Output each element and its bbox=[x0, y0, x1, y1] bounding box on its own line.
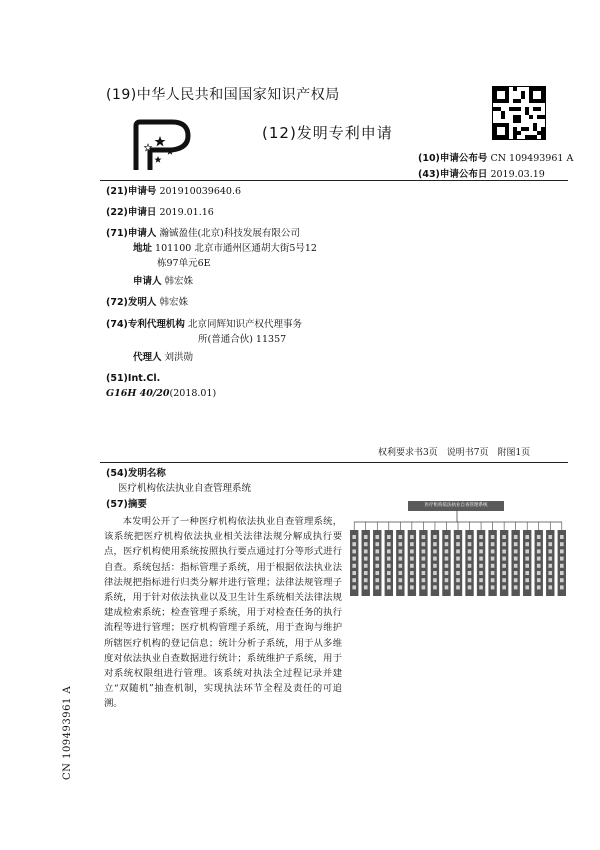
diagram-box-glyph bbox=[387, 549, 391, 553]
diagram-box-glyph bbox=[375, 585, 379, 589]
diagram-box-glyph bbox=[514, 571, 518, 575]
application-date bbox=[106, 205, 214, 220]
diagram-box-glyph bbox=[491, 571, 495, 575]
diagram-box-glyph bbox=[364, 535, 368, 539]
diagram-box-glyph bbox=[479, 585, 483, 589]
inventor-value: 韩宏姝 bbox=[159, 297, 188, 308]
diagram-box-glyph bbox=[537, 549, 541, 553]
diagram-box-glyph bbox=[445, 578, 449, 582]
diagram-box-glyph bbox=[352, 535, 356, 539]
application-number-label: (21)申请号 bbox=[106, 186, 157, 197]
diagram-box-glyph bbox=[352, 578, 356, 582]
pages-info: 权利要求书3页 说明书7页 附图1页 bbox=[378, 448, 531, 458]
diagram-box-glyph bbox=[410, 585, 414, 589]
diagram-box-glyph bbox=[410, 535, 414, 539]
applicant-2-value: 韩宏姝 bbox=[164, 276, 194, 287]
diagram-box-glyph bbox=[537, 535, 541, 539]
diagram-box-glyph bbox=[537, 564, 541, 568]
qr-code-icon bbox=[492, 86, 546, 140]
diagram-box-glyph bbox=[399, 564, 403, 568]
diagram-box-glyph bbox=[399, 549, 403, 553]
diagram-box-glyph bbox=[560, 535, 564, 539]
diagram-box-glyph bbox=[352, 542, 356, 546]
intcl-classification bbox=[106, 386, 216, 401]
diagram-box-glyph bbox=[445, 535, 449, 539]
applicant-2-label: 申请人 bbox=[133, 276, 162, 287]
diagram-box-glyph bbox=[479, 571, 483, 575]
diagram-box-glyph bbox=[502, 578, 506, 582]
diagram-box-glyph bbox=[468, 557, 472, 561]
pages-rule bbox=[100, 462, 568, 463]
diagram-box-glyph bbox=[364, 557, 368, 561]
application-date-label: (22)申请日 bbox=[106, 207, 157, 218]
diagram-box-glyph bbox=[514, 557, 518, 561]
diagram-box-glyph bbox=[479, 549, 483, 553]
diagram-box-glyph bbox=[399, 535, 403, 539]
system-diagram bbox=[346, 510, 570, 600]
diagram-box-glyph bbox=[548, 549, 552, 553]
diagram-box-glyph bbox=[364, 571, 368, 575]
diagram-box-glyph bbox=[456, 549, 460, 553]
diagram-box-glyph bbox=[410, 542, 414, 546]
application-number bbox=[106, 184, 241, 199]
diagram-box-glyph bbox=[387, 542, 391, 546]
agent bbox=[133, 350, 193, 365]
diagram-box-glyph bbox=[352, 564, 356, 568]
diagram-box-glyph bbox=[387, 564, 391, 568]
diagram-box-glyph bbox=[537, 557, 541, 561]
diagram-box-glyph bbox=[456, 571, 460, 575]
diagram-box-glyph bbox=[548, 585, 552, 589]
diagram-box-glyph bbox=[502, 542, 506, 546]
diagram-box-glyph bbox=[479, 542, 483, 546]
diagram-box-glyph bbox=[375, 557, 379, 561]
diagram-box-glyph bbox=[456, 557, 460, 561]
office-name: (19)中华人民共和国国家知识产权局 bbox=[106, 87, 340, 103]
diagram-box-glyph bbox=[502, 571, 506, 575]
diagram-box-glyph bbox=[364, 585, 368, 589]
diagram-box-glyph bbox=[502, 585, 506, 589]
diagram-box-glyph bbox=[537, 578, 541, 582]
diagram-box-glyph bbox=[468, 535, 472, 539]
side-publication-code: CN 109493961 A bbox=[62, 685, 73, 780]
diagram-box-glyph bbox=[491, 549, 495, 553]
diagram-box-glyph bbox=[364, 542, 368, 546]
address-line1: 101100 北京市通州区通胡大街5号12 bbox=[155, 243, 317, 254]
diagram-box-glyph bbox=[422, 571, 426, 575]
diagram-box-glyph bbox=[433, 535, 437, 539]
diagram-box-glyph bbox=[525, 557, 529, 561]
inventor bbox=[106, 295, 188, 310]
diagram-box-glyph bbox=[433, 578, 437, 582]
diagram-box-glyph bbox=[479, 557, 483, 561]
diagram-box-glyph bbox=[548, 535, 552, 539]
diagram-box-glyph bbox=[491, 542, 495, 546]
diagram-box-glyph bbox=[468, 564, 472, 568]
diagram-box-glyph bbox=[399, 557, 403, 561]
address-line2: 栋97单元6E bbox=[157, 258, 211, 269]
diagram-box-glyph bbox=[410, 571, 414, 575]
diagram-box-glyph bbox=[445, 564, 449, 568]
diagram-box-glyph bbox=[468, 542, 472, 546]
diagram-box-glyph bbox=[548, 564, 552, 568]
diagram-box-glyph bbox=[525, 578, 529, 582]
diagram-box-glyph bbox=[433, 542, 437, 546]
diagram-box-glyph bbox=[456, 578, 460, 582]
publication-number-label: (10)申请公布号 bbox=[418, 153, 488, 164]
applicant bbox=[106, 226, 300, 241]
invention-name: 医疗机构依法执业自查管理系统 bbox=[118, 483, 252, 494]
diagram-box-glyph bbox=[514, 585, 518, 589]
diagram-box-glyph bbox=[468, 585, 472, 589]
diagram-box-glyph bbox=[433, 564, 437, 568]
diagram-box-glyph bbox=[491, 585, 495, 589]
diagram-box-glyph bbox=[491, 578, 495, 582]
diagram-box-glyph bbox=[445, 557, 449, 561]
diagram-box-glyph bbox=[410, 578, 414, 582]
diagram-box-glyph bbox=[479, 564, 483, 568]
publication-date bbox=[418, 166, 545, 180]
diagram-box-glyph bbox=[445, 585, 449, 589]
diagram-box-glyph bbox=[375, 564, 379, 568]
diagram-box-glyph bbox=[422, 578, 426, 582]
diagram-box-glyph bbox=[422, 542, 426, 546]
diagram-box-glyph bbox=[375, 535, 379, 539]
diagram-box-glyph bbox=[502, 535, 506, 539]
diagram-title-box: 医疗机构依法执业自查管理系统 bbox=[408, 501, 504, 511]
diagram-box-glyph bbox=[352, 571, 356, 575]
diagram-box-glyph bbox=[560, 564, 564, 568]
diagram-box-glyph bbox=[548, 571, 552, 575]
diagram-box-glyph bbox=[491, 564, 495, 568]
applicant-value: 瀚铖盈佳(北京)科技发展有限公司 bbox=[159, 228, 300, 239]
diagram-box-glyph bbox=[479, 578, 483, 582]
diagram-box-glyph bbox=[352, 585, 356, 589]
invention-name-label bbox=[106, 466, 166, 481]
diagram-box-glyph bbox=[387, 535, 391, 539]
intcl-year: (2018.01) bbox=[169, 388, 217, 399]
diagram-box-glyph bbox=[410, 549, 414, 553]
diagram-box-glyph bbox=[410, 557, 414, 561]
diagram-box-glyph bbox=[422, 535, 426, 539]
diagram-box-glyph bbox=[525, 535, 529, 539]
diagram-box-glyph bbox=[445, 549, 449, 553]
diagram-box-glyph bbox=[399, 542, 403, 546]
diagram-box-glyph bbox=[560, 585, 564, 589]
diagram-box-glyph bbox=[445, 542, 449, 546]
diagram-box-glyph bbox=[537, 571, 541, 575]
address bbox=[133, 241, 317, 256]
diagram-box-glyph bbox=[456, 585, 460, 589]
diagram-box-glyph bbox=[375, 542, 379, 546]
agent-label: 代理人 bbox=[133, 352, 162, 363]
diagram-box-glyph bbox=[433, 557, 437, 561]
diagram-box-glyph bbox=[387, 585, 391, 589]
intcl-label-text: (51)Int.Cl. bbox=[106, 373, 161, 384]
diagram-box-glyph bbox=[560, 571, 564, 575]
abstract-text: 本发明公开了一种医疗机构依法执业自查管理系统，该系统把医疗机构依法执业相关法律法规分解成执行要点，医疗机构使用系统按照执行要点通过打分等形式进行自查。系统包括：指标管理子系统，用于根据依法执业法律法规把指标进行归类分解并进行管理；法律法规管理子系统，用于针对依法执业以及卫生计生系统相关法律法规建成检索系统；检查管理子系统，用于对检查任务的执行流程等进行管理；医疗机构管理子系统，用于查询与维护所辖医疗机构的登记信息；统计分析子系统，用于从多维度对依法执业自查数据进行统计；系统维护子系统，用于对系统权限组进行管理。该系统对执法全过程记录并建立“双随机”抽查机制，实现执法环节全程及责任的可追溯。 bbox=[104, 516, 342, 710]
applicant-label: (71)申请人 bbox=[106, 228, 157, 239]
diagram-box-glyph bbox=[468, 578, 472, 582]
diagram-box-glyph bbox=[560, 557, 564, 561]
diagram-box-glyph bbox=[514, 542, 518, 546]
diagram-box-glyph bbox=[502, 557, 506, 561]
application-date-value: 2019.01.16 bbox=[159, 207, 214, 218]
diagram-box-glyph bbox=[364, 564, 368, 568]
diagram-box-glyph bbox=[525, 549, 529, 553]
diagram-box-glyph bbox=[560, 542, 564, 546]
invention-name-label-text: (54)发明名称 bbox=[106, 468, 166, 479]
diagram-box-glyph bbox=[422, 557, 426, 561]
diagram-box-glyph bbox=[456, 542, 460, 546]
diagram-box-glyph bbox=[352, 549, 356, 553]
diagram-box-glyph bbox=[399, 585, 403, 589]
diagram-box-glyph bbox=[410, 564, 414, 568]
diagram-box-glyph bbox=[560, 549, 564, 553]
diagram-box-glyph bbox=[387, 557, 391, 561]
diagram-box-glyph bbox=[491, 535, 495, 539]
diagram-box-glyph bbox=[514, 549, 518, 553]
diagram-box-glyph bbox=[525, 585, 529, 589]
diagram-box-glyph bbox=[422, 585, 426, 589]
diagram-box-glyph bbox=[525, 542, 529, 546]
diagram-box-glyph bbox=[399, 578, 403, 582]
publication-number bbox=[418, 150, 573, 164]
diagram-box-glyph bbox=[537, 542, 541, 546]
abstract-label-text: (57)摘要 bbox=[106, 499, 147, 510]
diagram-subsystem-boxes bbox=[350, 522, 566, 596]
diagram-box-glyph bbox=[548, 542, 552, 546]
agent-value: 刘洪勋 bbox=[164, 352, 194, 363]
diagram-box-glyph bbox=[456, 564, 460, 568]
diagram-box-glyph bbox=[525, 564, 529, 568]
diagram-box-glyph bbox=[548, 557, 552, 561]
diagram-box-glyph bbox=[433, 585, 437, 589]
diagram-box-glyph bbox=[387, 571, 391, 575]
patent-agency-line2: 所(普通合伙) 11357 bbox=[198, 334, 287, 345]
diagram-box-glyph bbox=[375, 549, 379, 553]
diagram-box-glyph bbox=[468, 549, 472, 553]
diagram-box-glyph bbox=[433, 549, 437, 553]
diagram-box-glyph bbox=[445, 571, 449, 575]
intcl-code: G16H 40/20 bbox=[106, 388, 170, 399]
diagram-box-glyph bbox=[502, 549, 506, 553]
diagram-box-glyph bbox=[364, 549, 368, 553]
diagram-box-glyph bbox=[352, 557, 356, 561]
applicant-2 bbox=[133, 274, 193, 289]
abstract-label bbox=[106, 497, 147, 512]
diagram-box-glyph bbox=[375, 571, 379, 575]
patent-agency-label: (74)专利代理机构 bbox=[106, 319, 185, 330]
diagram-box-glyph bbox=[514, 535, 518, 539]
intcl-label bbox=[106, 371, 160, 386]
diagram-box-glyph bbox=[422, 564, 426, 568]
patent-agency-line1: 北京同辉知识产权代理事务 bbox=[187, 319, 302, 330]
publication-date-label: (43)申请公布日 bbox=[418, 169, 488, 180]
diagram-box-glyph bbox=[387, 578, 391, 582]
diagram-box-glyph bbox=[502, 564, 506, 568]
diagram-box-glyph bbox=[514, 564, 518, 568]
address-label: 地址 bbox=[133, 243, 153, 254]
patent-office-logo bbox=[130, 118, 200, 174]
diagram-box-glyph bbox=[468, 571, 472, 575]
diagram-box-glyph bbox=[491, 557, 495, 561]
publication-number-value: CN 109493961 A bbox=[490, 153, 574, 164]
diagram-box-glyph bbox=[514, 578, 518, 582]
publication-date-value: 2019.03.19 bbox=[490, 169, 545, 180]
diagram-box-glyph bbox=[364, 578, 368, 582]
inventor-label: (72)发明人 bbox=[106, 297, 157, 308]
diagram-box-glyph bbox=[560, 578, 564, 582]
diagram-box-glyph bbox=[456, 535, 460, 539]
patent-agency bbox=[106, 317, 302, 332]
diagram-box-glyph bbox=[548, 578, 552, 582]
diagram-box-glyph bbox=[375, 578, 379, 582]
diagram-box-glyph bbox=[422, 549, 426, 553]
diagram-box-glyph bbox=[433, 571, 437, 575]
document-type: (12)发明专利申请 bbox=[262, 124, 393, 142]
diagram-box-glyph bbox=[479, 535, 483, 539]
application-number-value: 201910039640.6 bbox=[159, 186, 242, 197]
diagram-box-glyph bbox=[525, 571, 529, 575]
diagram-box-glyph bbox=[399, 571, 403, 575]
diagram-box-glyph bbox=[537, 585, 541, 589]
header-rule bbox=[100, 180, 568, 181]
